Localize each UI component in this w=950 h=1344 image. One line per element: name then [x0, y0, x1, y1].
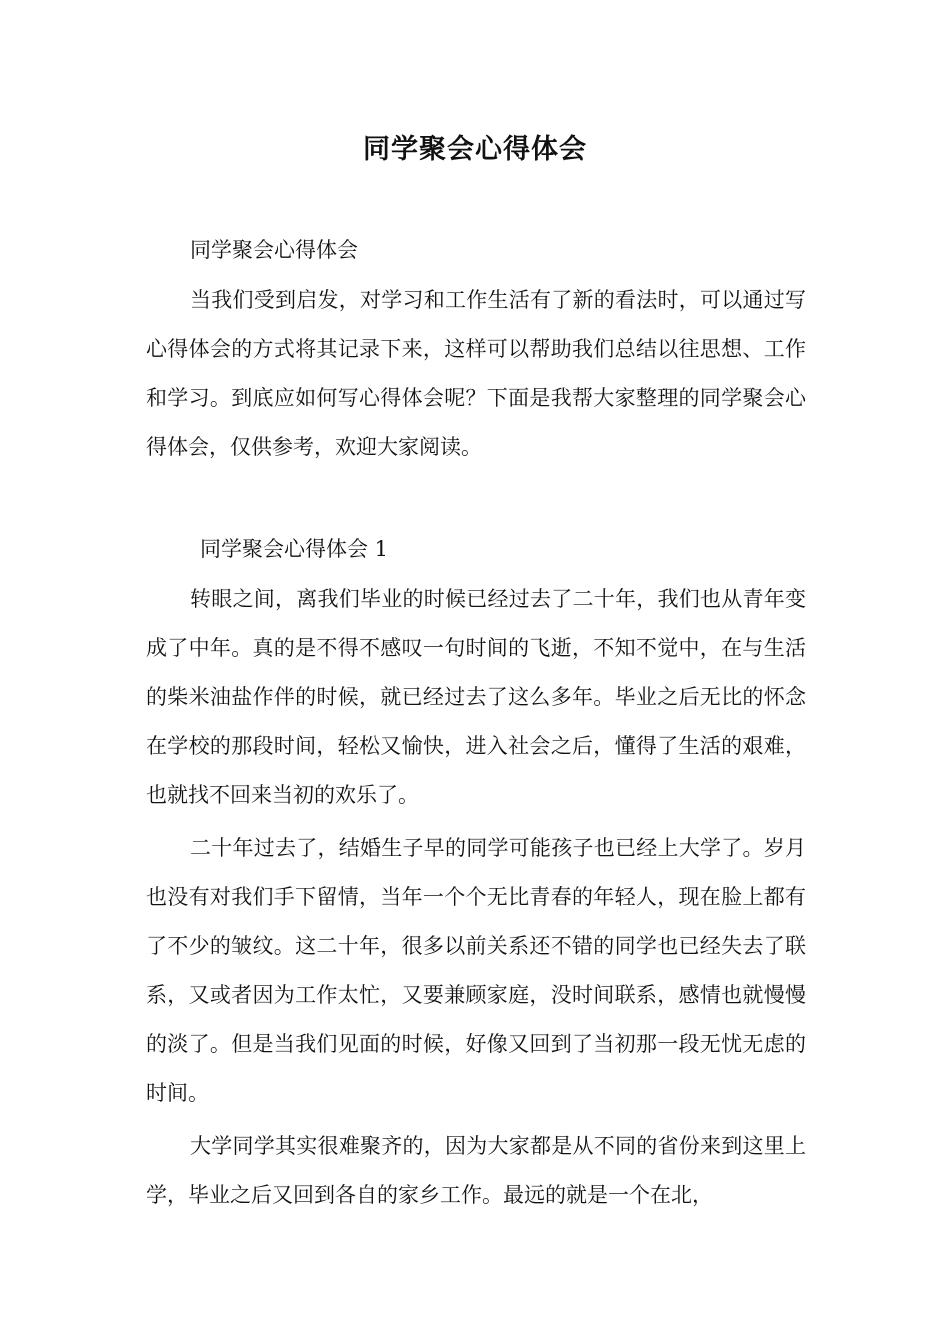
paragraph-2-text: 二十年过去了，结婚生子早的同学可能孩子也已经上大学了。岁月也没有对我们手下留情，当年一个个无比青春的年轻人，现在脸上都有了不少的皱纹。这二十年，很多以前关系还不错的同学也已经失去了联系，又或者因为工作太忙，又要兼顾家庭，没时间联系，感情也就慢慢的淡了。但是当我们见面的时候，好像又回到了当初那一段无忧无虑的时间。 — [146, 836, 806, 1105]
intro-paragraph-text: 当我们受到启发，对学习和工作生活有了新的看法时，可以通过写心得体会的方式将其记录下来，这样可以帮助我们总结以往思想、工作和学习。到底应如何写心得体会呢？下面是我帮大家整理的同学聚会心得体会，仅供参考，欢迎大家阅读。 — [146, 288, 806, 459]
paragraph-3-text: 大学同学其实很难聚齐的，因为大家都是从不同的省份来到这里上学，毕业之后又回到各自的家乡工作。最远的就是一个在北， — [146, 1134, 806, 1207]
section-heading: 同学聚会心得体会 1 — [200, 537, 389, 561]
paragraph-1-text: 转眼之间，离我们毕业的时候已经过去了二十年，我们也从青年变成了中年。真的是不得不感叹一句时间的飞逝，不知不觉中，在与生活的柴米油盐作伴的时候，就已经过去了这么多年。毕业之后无比的怀念在学校的那段时间，轻松又愉快，进入社会之后，懂得了生活的艰难，也就找不回来当初的欢乐了。 — [146, 587, 806, 807]
paragraph-2 — [146, 824, 806, 1118]
intro-paragraph — [146, 276, 806, 472]
paragraph-3 — [146, 1122, 806, 1220]
document-title: 同学聚会心得体会 — [363, 134, 587, 165]
intro-heading-text: 同学聚会心得体会 — [190, 238, 358, 262]
intro-heading — [146, 226, 806, 275]
paragraph-1 — [146, 575, 806, 820]
